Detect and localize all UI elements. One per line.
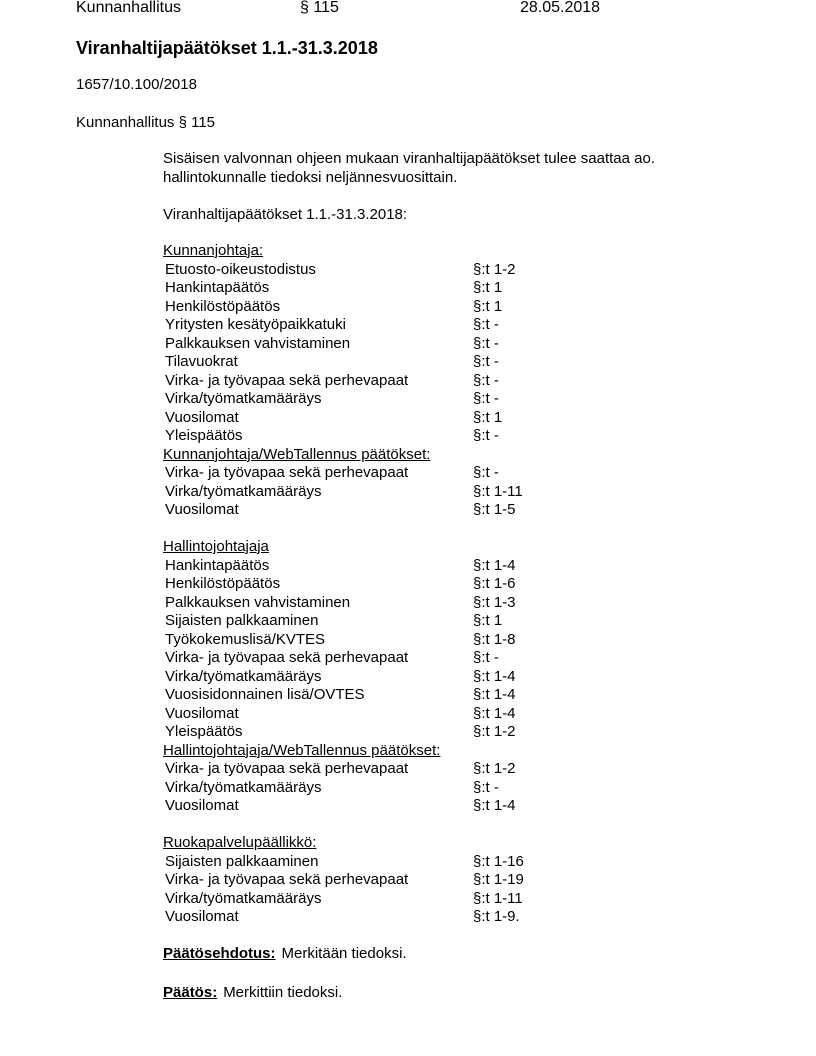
item-value: §:t 1-19 xyxy=(473,871,524,888)
section-heading xyxy=(163,834,583,853)
item-label: Tilavuokrat xyxy=(165,353,238,370)
item-value: §:t 1-8 xyxy=(473,630,516,648)
decision xyxy=(163,984,342,1002)
section-heading xyxy=(163,242,583,261)
item-value: §:t 1-4 xyxy=(473,667,516,685)
item-value: §:t 1-5 xyxy=(473,501,516,518)
intro-line-1: Sisäisen valvonnan ohjeen mukaan viranhaltijapäätökset tulee saattaa ao. xyxy=(163,150,655,167)
list-item xyxy=(163,908,583,927)
list-item xyxy=(163,427,583,446)
item-value: §:t 1-11 xyxy=(473,482,523,500)
item-value: §:t 1-4 xyxy=(473,556,516,574)
item-value: §:t - xyxy=(473,427,499,444)
item-label: Virka/työmatkamääräys xyxy=(165,390,322,407)
item-label: Henkilöstöpäätös xyxy=(165,575,281,592)
list-item xyxy=(163,649,583,668)
list-heading: Viranhaltijapäätökset 1.1.-31.3.2018: xyxy=(163,206,408,223)
list-item xyxy=(163,298,583,317)
item-value: §:t 1-9. xyxy=(473,908,520,925)
decision-label: Päätös: xyxy=(163,984,218,1001)
item-label: Vuosilomat xyxy=(165,797,239,814)
item-label: Sijaisten palkkaaminen xyxy=(165,612,319,629)
item-value: §:t 1-2 xyxy=(473,760,516,777)
item-label: Sijaisten palkkaaminen xyxy=(165,852,319,870)
list-item xyxy=(163,612,583,631)
list-item xyxy=(163,335,583,354)
list-item xyxy=(163,779,583,798)
item-label: Työkokemuslisä/KVTES xyxy=(165,630,326,648)
list-item xyxy=(163,483,583,502)
item-value: §:t 1-4 xyxy=(473,686,516,703)
item-value: §:t 1 xyxy=(473,612,503,629)
item-value: §:t - xyxy=(473,353,499,370)
item-label: Virka- ja työvapaa sekä perhevapaat xyxy=(165,649,409,666)
list-item xyxy=(163,279,583,298)
list-item xyxy=(163,575,583,594)
item-value: §:t 1 xyxy=(473,408,503,426)
list-item xyxy=(163,853,583,872)
document-title: Viranhaltijapäätökset 1.1.-31.3.2018 xyxy=(76,38,378,58)
list-item xyxy=(163,316,583,335)
list-item xyxy=(163,372,583,391)
item-value: §:t 1-4 xyxy=(473,797,516,814)
item-label: Virka/työmatkamääräys xyxy=(165,667,322,685)
item-value: §:t 1-4 xyxy=(473,704,516,722)
item-value: §:t 1-2 xyxy=(473,260,516,278)
item-value: §:t - xyxy=(473,778,499,796)
section-heading-text: Kunnanjohtaja/WebTallennus päätökset: xyxy=(163,445,431,463)
list-item xyxy=(163,705,583,724)
item-value: §:t - xyxy=(473,371,499,389)
item-value: §:t - xyxy=(473,464,499,481)
item-label: Virka/työmatkamääräys xyxy=(165,482,322,500)
list-item xyxy=(163,871,583,890)
intro-line-2: hallintokunnalle tiedoksi neljännesvuosittain. xyxy=(163,169,458,186)
decision-list xyxy=(163,242,583,927)
item-label: Yleispäätös xyxy=(165,427,243,444)
proposal-label: Päätösehdotus: xyxy=(163,945,276,962)
proposal-text: Merkitään tiedoksi. xyxy=(281,945,407,962)
header-section: § 115 xyxy=(300,0,339,16)
item-label: Vuosilomat xyxy=(165,408,239,426)
section-heading xyxy=(163,538,583,557)
item-value: §:t 1 xyxy=(473,279,503,296)
header-date: 28.05.2018 xyxy=(520,0,601,16)
list-item xyxy=(163,686,583,705)
item-label: Virka- ja työvapaa sekä perhevapaat xyxy=(165,464,409,481)
list-item xyxy=(163,668,583,687)
list-item xyxy=(163,631,583,650)
section-heading-text: Ruokapalvelupäällikkö: xyxy=(163,834,317,851)
list-item xyxy=(163,353,583,372)
decision-text: Merkittiin tiedoksi. xyxy=(223,984,343,1001)
item-label: Virka/työmatkamääräys xyxy=(165,889,322,907)
item-label: Vuosilomat xyxy=(165,704,239,722)
list-item xyxy=(163,261,583,280)
item-label: Etuosto-oikeustodistus xyxy=(165,260,316,278)
list-item xyxy=(163,464,583,483)
section-heading-text: Hallintojohtajaja xyxy=(163,538,269,555)
list-item xyxy=(163,501,583,520)
list-item xyxy=(163,409,583,428)
list-item xyxy=(163,723,583,742)
item-value: §:t 1-16 xyxy=(473,852,524,870)
item-label: Yleispäätös xyxy=(165,723,243,740)
item-label: Palkkauksen vahvistaminen xyxy=(165,334,351,352)
case-number: 1657/10.100/2018 xyxy=(76,76,197,93)
item-value: §:t 1-11 xyxy=(473,889,523,907)
item-label: Virka- ja työvapaa sekä perhevapaat xyxy=(165,760,409,777)
list-item xyxy=(163,594,583,613)
item-label: Palkkauksen vahvistaminen xyxy=(165,593,351,611)
item-label: Henkilöstöpäätös xyxy=(165,297,281,315)
proposal xyxy=(163,945,407,963)
header-organ: Kunnanhallitus xyxy=(76,0,181,16)
section-heading xyxy=(163,446,583,465)
section-heading xyxy=(163,742,583,761)
item-label: Vuosilomat xyxy=(165,908,239,925)
item-label: Vuosilomat xyxy=(165,501,239,518)
item-value: §:t - xyxy=(473,649,499,666)
item-label: Vuosisidonnainen lisä/OVTES xyxy=(165,686,365,703)
item-value: §:t 1-6 xyxy=(473,575,516,592)
item-label: Virka- ja työvapaa sekä perhevapaat xyxy=(165,371,409,389)
item-value: §:t 1-2 xyxy=(473,723,516,740)
section-heading-text: Hallintojohtajaja/WebTallennus päätökset: xyxy=(163,741,441,759)
item-label: Virka/työmatkamääräys xyxy=(165,778,322,796)
item-value: §:t 1-3 xyxy=(473,593,516,611)
list-item xyxy=(163,797,583,816)
list-item xyxy=(163,760,583,779)
list-item xyxy=(163,390,583,409)
item-value: §:t 1 xyxy=(473,297,503,315)
item-label: Hankintapäätös xyxy=(165,556,270,574)
item-label: Virka- ja työvapaa sekä perhevapaat xyxy=(165,871,409,888)
item-label: Yritysten kesätyöpaikkatuki xyxy=(165,316,346,333)
item-value: §:t - xyxy=(473,316,499,333)
list-item xyxy=(163,890,583,909)
item-label: Hankintapäätös xyxy=(165,279,270,296)
section-heading-text: Kunnanjohtaja: xyxy=(163,242,264,259)
list-item xyxy=(163,557,583,576)
organ-section: Kunnanhallitus § 115 xyxy=(76,114,215,131)
item-value: §:t - xyxy=(473,390,499,407)
item-value: §:t - xyxy=(473,334,499,352)
